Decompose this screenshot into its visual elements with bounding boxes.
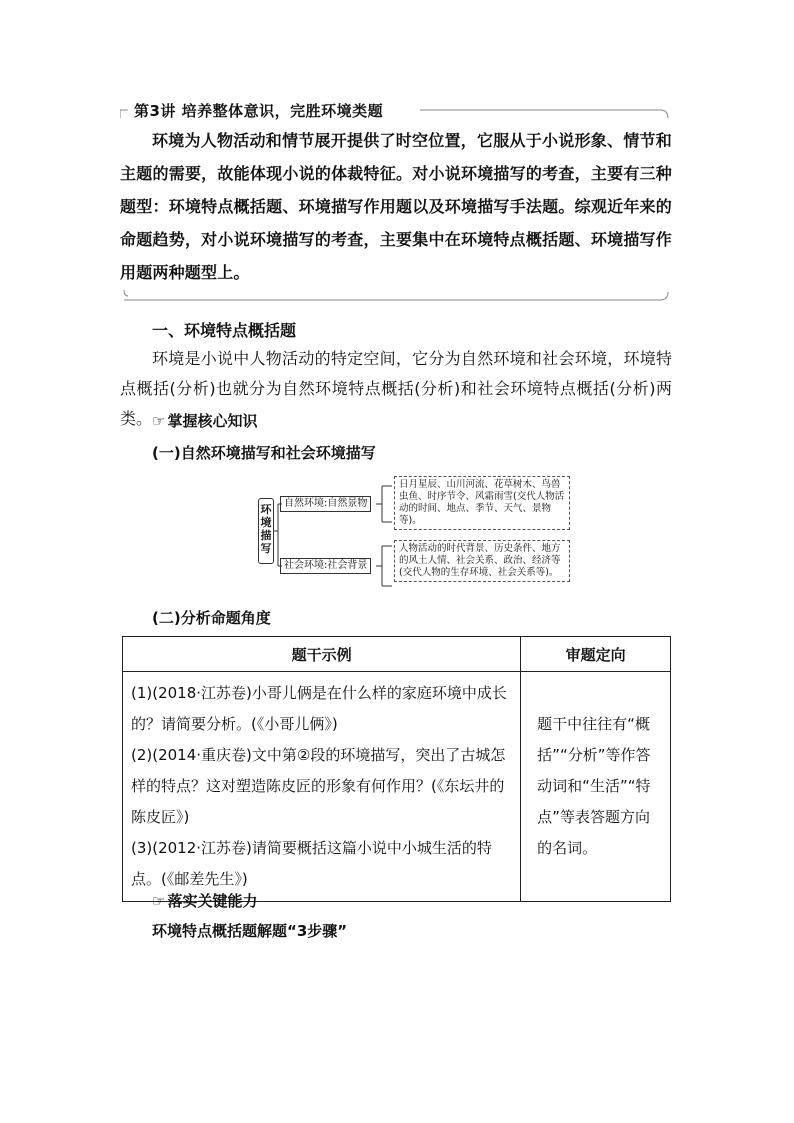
example-item: (3)(2012·江苏卷)请简要概括这篇小说中小城生活的特点。(《邮差先生》)	[131, 839, 492, 888]
examples-cell	[123, 672, 521, 902]
section-title: 一、环境特点概括题	[152, 321, 297, 340]
tip-core-knowledge	[152, 410, 257, 431]
diagram-social-label: 社会环境:社会背景	[280, 558, 371, 574]
example-item: (2)(2014·重庆卷)文中第②段的环境描写，突出了古城怎样的特点？这对塑造陈皮匠的形象有何作用？(《东坛井的陈皮匠》)	[131, 746, 506, 826]
table-header: 审题定向	[521, 637, 671, 672]
tip-key-ability	[152, 890, 257, 911]
tip-label: 落实关键能力	[167, 892, 258, 910]
subsection-title: (一)自然环境描写和社会环境描写	[152, 444, 376, 462]
environment-diagram	[258, 474, 570, 598]
diagram-root: 环境描写	[258, 498, 274, 564]
steps-title: 环境特点概括题解题“3步骤”	[152, 922, 348, 940]
intro-paragraph: 环境为人物活动和情节展开提供了时空位置，它服从于小说形象、情节和主题的需要，故能体现小说的体裁特征。对小说环境描写的考查，主要有三种题型：环境特点概括题、环境描写作用题以及环境描写手法题。综观近年来的命题趋势，对小说环境描写的考查，主要集中在环境特点概括题、环境描写作用题两种题型上。	[120, 131, 672, 282]
table-row	[123, 672, 671, 902]
section-paragraph: 环境是小说中人物活动的特定空间，它分为自然环境和社会环境，环境特点概括(分析)也就分为自然环境特点概括(分析)和社会环境特点概括(分析)两类。	[120, 349, 672, 428]
diagram-natural-desc: 日月星辰、山川河流、花草树木、鸟兽虫鱼、时序节令、风霜雨雪(交代人物活动的时间、地点、季节、天气、景物等)。	[394, 476, 570, 530]
subsection-title: (二)分析命题角度	[152, 609, 271, 627]
tip-label: 掌握核心知识	[167, 412, 258, 430]
table-header: 题干示例	[123, 637, 521, 672]
diagram-natural-label: 自然环境:自然景物	[280, 496, 371, 512]
lesson-title: 第3讲 培养整体意识，完胜环境类题	[130, 100, 387, 121]
pointing-hand-icon: ☞	[152, 892, 166, 910]
example-item: (1)(2018·江苏卷)小哥儿俩是在什么样的家庭环境中成长的？请简要分析。(《小哥儿俩》)	[131, 684, 507, 733]
table-header-row	[123, 637, 671, 672]
pointing-hand-icon: ☞	[152, 412, 166, 430]
direction-cell: 题干中往往有“概括”“分析”等作答动词和“生活”“特点”等表答题方向的名词。	[521, 672, 671, 902]
analysis-table	[122, 636, 671, 902]
diagram-social-desc: 人物活动的时代背景、历史条件、地方的风土人情、社会关系、政治、经济等(交代人物的生存环境、社会关系等)。	[394, 540, 570, 582]
